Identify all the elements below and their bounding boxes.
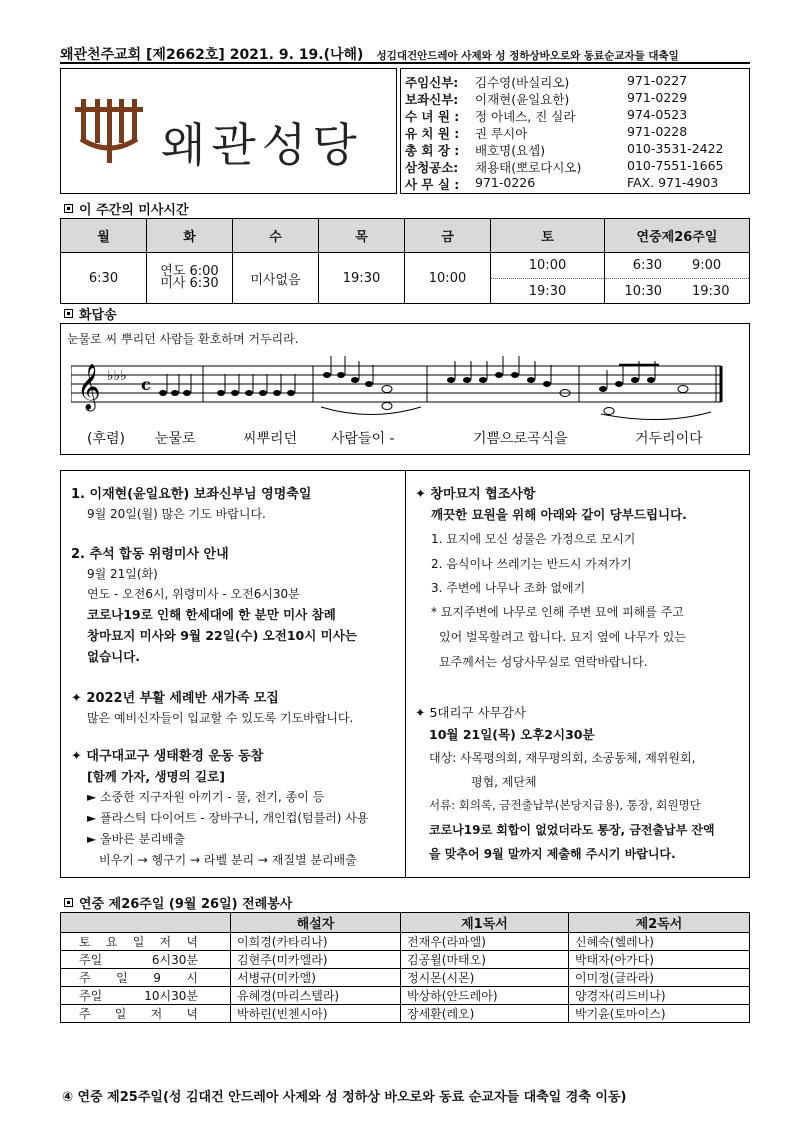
lyric-word: 눈물로 bbox=[155, 431, 196, 447]
footer-note: ④ 연중 제25주일(성 김대건 안드레아 사제와 성 정하상 바오로와 동료 순교자들 대축일 경축 이동) bbox=[62, 1090, 627, 1105]
notice-text: 묘주께서는 성당사무실로 연락바랍니다. bbox=[439, 655, 648, 669]
notice-title: ✦ 창마묘지 협조사항 bbox=[415, 487, 536, 502]
first-reader: 전재우(라파엘) bbox=[401, 933, 569, 951]
second-reader: 박태자(아가다) bbox=[569, 951, 750, 969]
notice-text: 있어 벌목할려고 합니다. 묘지 옆에 나무가 있는 bbox=[439, 630, 686, 644]
mass-time: 19:30 bbox=[319, 253, 405, 304]
staff-name: 이재현(윤일요한) bbox=[475, 92, 570, 107]
notice-text: 많은 예비신자들이 입교할 수 있도록 기도바랍니다. bbox=[87, 711, 354, 725]
bulletin-header bbox=[60, 44, 750, 64]
notice-text: 창마묘지 미사와 9월 22일(수) 오전10시 미사는 bbox=[87, 628, 357, 643]
second-reader: 양경자(리드비나) bbox=[569, 987, 750, 1005]
table-row bbox=[61, 951, 750, 969]
church-logo-icon bbox=[75, 99, 143, 165]
notice-text: 서류: 회의록, 금전출납부(본당지급용), 통장, 회원명단 bbox=[429, 798, 701, 812]
notice-text: 9월 20일(월) 많은 기도 바랍니다. bbox=[87, 507, 266, 521]
mass-time-row bbox=[61, 253, 750, 304]
staff-phone: 010-7551-1665 bbox=[627, 158, 724, 173]
staff-role: 보좌신부: bbox=[405, 92, 459, 107]
liturgy-header bbox=[61, 913, 231, 933]
notice-box bbox=[60, 470, 750, 878]
commentator: 김현주(미카엘라) bbox=[231, 951, 401, 969]
day-header: 수 bbox=[233, 219, 319, 253]
notice-subtitle: [함께 가자, 생명의 길로] bbox=[87, 769, 225, 784]
commentator: 박하린(빈첸시아) bbox=[231, 1005, 401, 1023]
mass-header-row bbox=[61, 219, 750, 253]
staff-directory bbox=[400, 68, 750, 194]
mass-time: 10:00 bbox=[405, 253, 491, 304]
staff-name: 권 루시아 bbox=[475, 126, 528, 141]
notice-text: ► 소중한 지구자원 아끼기 - 물, 전기, 종이 등 bbox=[87, 790, 325, 804]
notice-text: 코로나19로 인해 한세대에 한 분만 미사 참례 bbox=[87, 607, 336, 622]
first-reader: 정시몬(시몬) bbox=[401, 969, 569, 987]
notice-title: ✦ 대구대교구 생태환경 운동 동참 bbox=[71, 749, 264, 764]
service-time: 주일 6시30분 bbox=[61, 951, 231, 969]
mass-time: 미사없음 bbox=[233, 253, 319, 304]
psalm-section-title: 화답송 bbox=[64, 304, 117, 323]
notice-text: * 묘지주변에 나무로 인해 주변 묘에 피해를 주고 bbox=[431, 605, 684, 619]
liturgy-header: 해설자 bbox=[231, 913, 401, 933]
first-reader: 장세환(레오) bbox=[401, 1005, 569, 1023]
staff-role: 유 치 원 : bbox=[405, 126, 460, 141]
mass-time: 6:30 bbox=[61, 253, 147, 304]
feast-title: 성김대건안드레아 사제와 성 정하상바오로와 동료순교자들 대축일 bbox=[376, 50, 679, 62]
commentator: 서병규(미카엘) bbox=[231, 969, 401, 987]
table-row bbox=[61, 987, 750, 1005]
liturgy-header-row bbox=[61, 913, 750, 933]
psalm-refrain-text: 눈물로 씨 뿌리던 사람들 환호하며 거두리라. bbox=[67, 332, 299, 346]
lyric-word: 기쁨으로곡식을 bbox=[473, 431, 568, 447]
lyric-word: 거두리이다 bbox=[635, 431, 703, 447]
notice-text: 9월 21일(화) bbox=[87, 567, 158, 581]
commentator: 이희경(카타리나) bbox=[231, 933, 401, 951]
liturgy-table bbox=[60, 912, 750, 1023]
staff-phone: 010-3531-2422 bbox=[627, 141, 724, 156]
notice-subtitle: 10월 21일(목) 오후2시30분 bbox=[429, 727, 595, 742]
service-time: 토 요 일 저 녁 bbox=[61, 933, 231, 951]
notice-title: ✦ 5대리구 사무감사 bbox=[415, 705, 526, 720]
table-row bbox=[61, 1005, 750, 1023]
day-header: 화 bbox=[147, 219, 233, 253]
notice-text: 3. 주변에 나무나 조화 없애기 bbox=[431, 581, 586, 595]
second-reader: 박기윤(토마이스) bbox=[569, 1005, 750, 1023]
service-time: 주 일 9 시 bbox=[61, 969, 231, 987]
mass-time: 연도 6:00 미사 6:30 bbox=[147, 253, 233, 304]
commentator: 유혜경(마리스텔라) bbox=[231, 987, 401, 1005]
notice-text: ► 플라스틱 다이어트 - 장바구니, 개인컵(텀블러) 사용 bbox=[87, 811, 369, 825]
staff-phone: 971-0227 bbox=[627, 73, 688, 88]
first-reader: 박상하(안드레아) bbox=[401, 987, 569, 1005]
notice-text: 비우기 → 헹구기 → 라벨 분리 → 재질별 분리배출 bbox=[99, 853, 357, 867]
mass-section-title: 이 주간의 미사시간 bbox=[64, 199, 189, 218]
lyric-word: (후렴) bbox=[87, 431, 125, 447]
lyric-word: 씨뿌리던 bbox=[243, 431, 298, 447]
mass-schedule-table bbox=[60, 218, 750, 304]
day-header: 연중제26주일 bbox=[605, 219, 750, 253]
svg-text:𝄞: 𝄞 bbox=[77, 364, 101, 410]
notice-title: ✦ 2022년 부활 세례반 새가족 모집 bbox=[71, 691, 279, 706]
notice-text: 코로나19로 회합이 없었더라도 통장, 금전출납부 잔액 bbox=[429, 823, 715, 837]
staff-phone: 974-0523 bbox=[627, 107, 688, 122]
svg-text:♭♭♭: ♭♭♭ bbox=[107, 368, 127, 384]
notice-title: 2. 추석 합동 위령미사 안내 bbox=[71, 547, 229, 562]
second-reader: 이미정(글라라) bbox=[569, 969, 750, 987]
notice-text: 대상: 사목평의회, 재무평의회, 소공동체, 제위원회, bbox=[429, 751, 696, 765]
liturgy-header: 제1독서 bbox=[401, 913, 569, 933]
staff-name: 배호명(요셉) bbox=[475, 143, 546, 158]
day-header: 토 bbox=[491, 219, 605, 253]
notice-title: 1. 이재현(윤일요한) 보좌신부님 영명축일 bbox=[71, 487, 312, 502]
notice-text: 연도 - 오전6시, 위령미사 - 오전6시30분 bbox=[87, 587, 300, 601]
staff-role: 사 무 실 : bbox=[405, 177, 460, 192]
notice-text: 2. 음식이나 쓰레기는 반드시 가져가기 bbox=[431, 557, 632, 571]
notice-subtitle: 깨끗한 묘원을 위해 아래와 같이 당부드립니다. bbox=[431, 507, 687, 522]
notice-text: 없습니다. bbox=[87, 649, 141, 664]
svg-text:c: c bbox=[141, 375, 151, 394]
notice-text: 을 맞추어 9월 말까지 제출해 주시기 바랍니다. bbox=[429, 847, 676, 861]
day-header: 월 bbox=[61, 219, 147, 253]
bulletin-issue: 왜관천주교회 [제2662호] 2021. 9. 19.(나해) bbox=[60, 47, 364, 63]
square-bullet-icon bbox=[64, 898, 73, 907]
staff-name: 정 아녜스, 진 실라 bbox=[475, 109, 576, 124]
notice-text: 1. 묘지에 모신 성물은 가정으로 모시기 bbox=[431, 532, 636, 546]
psalm-box bbox=[60, 323, 750, 455]
liturgy-header: 제2독서 bbox=[569, 913, 750, 933]
service-time: 주일 10시30분 bbox=[61, 987, 231, 1005]
table-row bbox=[61, 933, 750, 951]
logo-box bbox=[60, 68, 397, 194]
square-bullet-icon bbox=[64, 309, 73, 318]
music-staff-icon bbox=[71, 352, 741, 426]
staff-role: 주임신부: bbox=[405, 75, 459, 90]
staff-phone: 971-0229 bbox=[627, 90, 688, 105]
table-row bbox=[61, 969, 750, 987]
church-name: 왜관성당 bbox=[161, 118, 363, 172]
mass-time: 6:30 9:00 10:30 19:30 bbox=[605, 253, 750, 304]
staff-name: 채용태(뽀로다시오) bbox=[475, 160, 582, 175]
day-header: 목 bbox=[319, 219, 405, 253]
staff-role: 수 녀 원 : bbox=[405, 109, 460, 124]
staff-role: 삼청공소: bbox=[405, 160, 459, 175]
lyric-word: 사람들이 - bbox=[331, 431, 395, 447]
first-reader: 김공윌(마태오) bbox=[401, 951, 569, 969]
staff-name: 김수영(바실리오) bbox=[475, 75, 570, 90]
liturgy-section-title: 연중 제26주일 (9월 26일) 전례봉사 bbox=[64, 893, 292, 912]
service-time: 주 일 저 녁 bbox=[61, 1005, 231, 1023]
notice-text: 평협, 제단체 bbox=[471, 775, 537, 789]
second-reader: 신혜숙(헬레나) bbox=[569, 933, 750, 951]
staff-phone: FAX. 971-4903 bbox=[627, 175, 719, 190]
column-divider bbox=[405, 471, 406, 877]
staff-phone: 971-0228 bbox=[627, 124, 688, 139]
square-bullet-icon bbox=[64, 204, 73, 213]
day-header: 금 bbox=[405, 219, 491, 253]
mass-time: 10:00 19:30 bbox=[491, 253, 605, 304]
staff-role: 총 회 장 : bbox=[405, 143, 460, 158]
staff-name: 971-0226 bbox=[475, 175, 536, 190]
notice-text: ► 올바른 분리배출 bbox=[87, 832, 186, 846]
